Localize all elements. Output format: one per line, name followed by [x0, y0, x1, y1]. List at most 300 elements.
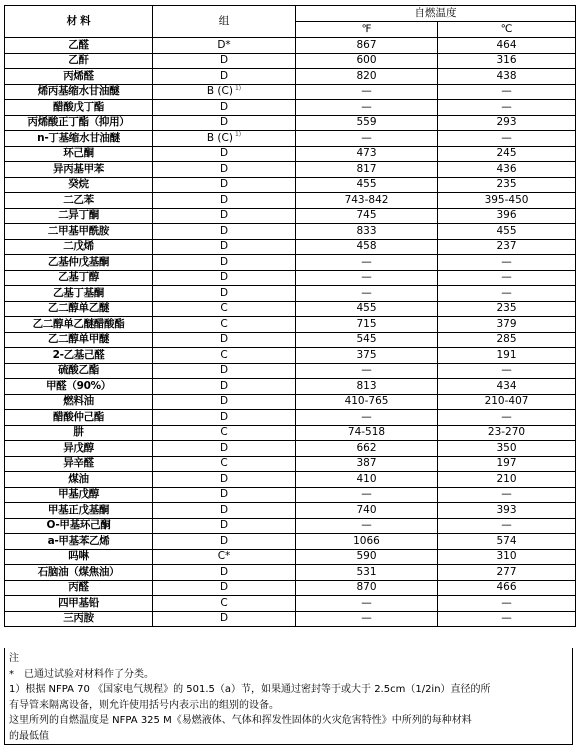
material-cell — [5, 363, 153, 379]
group-cell — [153, 456, 296, 472]
temp-c-cell — [438, 611, 576, 627]
temp-f-cell — [296, 456, 438, 472]
material-cell-text: 三丙胺 — [63, 612, 94, 625]
temp-c-cell — [438, 84, 576, 100]
temp-c-cell-text: 210 — [496, 472, 517, 485]
temp-c-cell-text: 396 — [496, 209, 517, 222]
temp-c-cell-text: — — [501, 364, 512, 377]
table-row — [5, 363, 576, 379]
temp-f-cell-text: 600 — [356, 54, 377, 67]
temp-c-cell-text: — — [501, 85, 512, 98]
temp-c-cell-text: 245 — [496, 147, 517, 160]
temp-f-cell-text: 833 — [356, 224, 377, 237]
material-cell-text: 丙醛 — [68, 581, 89, 594]
material-cell — [5, 549, 153, 565]
group-cell-text: D — [219, 472, 229, 485]
temp-c-cell-text: 293 — [496, 116, 517, 129]
temp-f-cell — [296, 270, 438, 286]
note-source-line-1: 这里所列的自燃温度是 NFPA 325 M《易燃液体、气体和挥发性固体的火灾危害特性》中所列的每种材料 — [9, 715, 472, 726]
table-row — [5, 456, 576, 472]
temp-c-cell — [438, 565, 576, 581]
temp-f-cell-text: — — [361, 85, 372, 98]
temp-c-cell — [438, 146, 576, 162]
temp-c-cell-text: 464 — [496, 38, 517, 51]
material-cell-text: 二甲基甲酰胺 — [47, 224, 110, 237]
table-row — [5, 84, 576, 100]
temp-c-cell — [438, 503, 576, 519]
temp-c-cell-text: 316 — [496, 54, 517, 67]
material-cell — [5, 332, 153, 348]
temp-f-cell — [296, 131, 438, 147]
material-cell — [5, 301, 153, 317]
table-row — [5, 239, 576, 255]
group-cell — [153, 270, 296, 286]
table-row — [5, 611, 576, 627]
material-cell — [5, 162, 153, 178]
temp-c-cell-text: — — [501, 410, 512, 423]
temp-c-cell-text: — — [501, 100, 512, 113]
header-unit-fahrenheit: ℉ — [296, 22, 438, 38]
temp-f-cell-text: — — [361, 519, 372, 532]
group-cell — [153, 286, 296, 302]
temp-c-cell — [438, 441, 576, 457]
material-cell — [5, 518, 153, 534]
temp-c-cell-text: 466 — [496, 581, 517, 594]
temp-c-cell-text: 191 — [496, 348, 517, 361]
material-cell-text: 甲基正戊基酮 — [47, 503, 110, 516]
temp-c-cell-text: — — [501, 255, 512, 268]
material-cell-text: 石脑油（煤焦油） — [37, 565, 120, 578]
temp-f-cell — [296, 69, 438, 85]
temp-c-cell — [438, 487, 576, 503]
material-cell — [5, 38, 153, 54]
group-cell-text: D — [219, 116, 229, 129]
material-cell-text: 乙醛 — [68, 38, 89, 51]
material-cell-text: n-丁基缩水甘油醚 — [37, 131, 120, 144]
group-cell — [153, 255, 296, 271]
material-cell — [5, 596, 153, 612]
temp-c-cell — [438, 456, 576, 472]
table-row — [5, 410, 576, 426]
table-row — [5, 487, 576, 503]
temp-f-cell-text: 473 — [356, 147, 377, 160]
material-cell — [5, 487, 153, 503]
temp-f-cell-text: 458 — [356, 240, 377, 253]
group-cell — [153, 193, 296, 209]
temp-f-cell-text: 820 — [356, 69, 377, 82]
temp-c-cell — [438, 534, 576, 550]
group-cell-text: D — [219, 209, 229, 222]
material-cell — [5, 348, 153, 364]
group-cell — [153, 239, 296, 255]
group-cell — [153, 472, 296, 488]
temp-f-cell-text: 870 — [356, 581, 377, 594]
temp-f-cell-text: 715 — [356, 317, 377, 330]
temp-f-cell — [296, 379, 438, 395]
table-body — [5, 6, 576, 627]
temp-f-cell — [296, 348, 438, 364]
material-cell-text: 异辛醛 — [63, 457, 94, 470]
material-cell — [5, 115, 153, 131]
table-row — [5, 146, 576, 162]
note-source-line-2: 的最低值 — [9, 730, 49, 742]
temp-c-cell-text: — — [501, 612, 512, 625]
temp-f-cell-text: 590 — [356, 550, 377, 563]
group-footnote-marker: 1) — [234, 131, 242, 139]
material-cell — [5, 394, 153, 410]
group-cell-text: C — [220, 302, 228, 315]
material-cell — [5, 503, 153, 519]
table-row — [5, 332, 576, 348]
temp-c-cell-text: — — [501, 596, 512, 609]
material-cell — [5, 84, 153, 100]
temp-f-cell — [296, 193, 438, 209]
temp-c-cell-text: 574 — [496, 534, 517, 547]
group-cell-text: D — [219, 147, 229, 160]
temp-c-cell — [438, 131, 576, 147]
material-cell-text: 乙基仲戊基酮 — [47, 255, 110, 268]
temp-c-cell-text: 235 — [496, 302, 517, 315]
temp-c-cell — [438, 100, 576, 116]
temp-f-cell-text: 817 — [356, 162, 377, 175]
material-cell — [5, 425, 153, 441]
temp-c-cell — [438, 410, 576, 426]
group-cell — [153, 100, 296, 116]
material-cell — [5, 100, 153, 116]
temp-c-cell — [438, 301, 576, 317]
material-cell-text: 吗啉 — [68, 550, 89, 563]
temp-c-cell-text: — — [501, 519, 512, 532]
material-cell-text: 乙基丁基酮 — [53, 286, 104, 299]
group-cell — [153, 596, 296, 612]
temp-f-cell-text: 559 — [356, 116, 377, 129]
temp-f-cell-text: — — [361, 100, 372, 113]
temp-c-cell — [438, 208, 576, 224]
material-cell-text: O-甲基环己酮 — [46, 519, 111, 532]
material-cell — [5, 410, 153, 426]
table-row — [5, 580, 576, 596]
notes-section — [4, 648, 573, 745]
temp-c-cell — [438, 518, 576, 534]
material-cell — [5, 270, 153, 286]
group-cell — [153, 549, 296, 565]
group-cell-text: D — [219, 364, 229, 377]
group-cell — [153, 53, 296, 69]
temp-c-cell — [438, 394, 576, 410]
temp-f-cell-text: 455 — [356, 302, 377, 315]
temp-f-cell — [296, 580, 438, 596]
material-cell-text: 二乙苯 — [63, 193, 94, 206]
group-cell — [153, 317, 296, 333]
table-row — [5, 177, 576, 193]
table-row — [5, 115, 576, 131]
temp-f-cell — [296, 317, 438, 333]
material-cell-text: 甲醛（90%） — [45, 379, 112, 392]
material-cell-text: 异丙基甲苯 — [53, 162, 104, 175]
temp-f-cell-text: 455 — [356, 178, 377, 191]
temp-c-cell — [438, 239, 576, 255]
group-cell — [153, 518, 296, 534]
temp-c-cell-text: 434 — [496, 379, 517, 392]
temp-c-cell — [438, 472, 576, 488]
material-cell-text: 乙二醇单甲醚 — [47, 333, 110, 346]
temp-c-cell — [438, 363, 576, 379]
group-cell-text: D — [219, 488, 229, 501]
group-cell-text: D — [219, 379, 229, 392]
material-cell-text: 甲基戊醇 — [58, 488, 99, 501]
temp-f-cell-text: 410 — [356, 472, 377, 485]
material-cell-text: 癸烷 — [68, 178, 89, 191]
group-cell — [153, 441, 296, 457]
group-cell-text: B (C) — [206, 85, 233, 98]
header-autoignition-temp: 自燃温度 — [296, 6, 576, 22]
group-cell — [153, 394, 296, 410]
temp-f-cell-text: 531 — [356, 565, 377, 578]
material-cell-text: 二戊烯 — [63, 240, 94, 253]
material-cell-text: 乙二醇单乙醚醋酸酯 — [32, 317, 125, 330]
temp-f-cell — [296, 177, 438, 193]
note-1-line-1: 1）根据 NFPA 70 《国家电气规程》的 501.5（a）节，如果通过密封等于或大于 2.5cm（1/2in）直径的所 — [9, 684, 491, 695]
group-cell-text: D — [219, 286, 229, 299]
temp-f-cell — [296, 518, 438, 534]
temp-f-cell — [296, 565, 438, 581]
material-cell-text: 燃料油 — [63, 395, 94, 408]
temp-c-cell — [438, 348, 576, 364]
temp-f-cell-text: — — [361, 488, 372, 501]
temp-f-cell-text: 740 — [356, 503, 377, 516]
group-cell-text: D — [219, 581, 229, 594]
temp-c-cell-text: 310 — [496, 550, 517, 563]
group-cell — [153, 115, 296, 131]
header-group: 组 — [153, 6, 296, 38]
group-cell-text: D — [219, 534, 229, 547]
table-row — [5, 53, 576, 69]
table-row — [5, 224, 576, 240]
temp-c-cell-text: 197 — [496, 457, 517, 470]
temp-c-cell — [438, 580, 576, 596]
material-cell — [5, 534, 153, 550]
temp-c-cell — [438, 115, 576, 131]
table-row — [5, 441, 576, 457]
group-cell — [153, 487, 296, 503]
material-cell — [5, 456, 153, 472]
group-cell-text: D — [219, 395, 229, 408]
group-footnote-marker: 1) — [234, 84, 242, 92]
table-row — [5, 286, 576, 302]
table-row — [5, 208, 576, 224]
group-cell — [153, 348, 296, 364]
temp-c-cell-text: 436 — [496, 162, 517, 175]
note-1-line-2: 有导管来隔离设备，则允许使用括号内表示出的组别的设备。 — [9, 699, 279, 711]
temp-c-cell — [438, 162, 576, 178]
group-cell — [153, 580, 296, 596]
table-row — [5, 379, 576, 395]
material-cell-text: a-甲基苯乙烯 — [47, 534, 110, 547]
temp-f-cell-text: — — [361, 286, 372, 299]
table-row — [5, 317, 576, 333]
group-cell-text: D — [219, 240, 229, 253]
temp-c-cell-text: 438 — [496, 69, 517, 82]
temp-c-cell — [438, 317, 576, 333]
material-cell-text: 二异丁酮 — [58, 209, 99, 222]
temp-f-cell — [296, 255, 438, 271]
temp-c-cell-text: 285 — [496, 333, 517, 346]
table-row — [5, 131, 576, 147]
material-cell — [5, 379, 153, 395]
group-cell-text: D — [219, 441, 229, 454]
group-cell-text: D — [219, 255, 229, 268]
temp-f-cell-text: 375 — [356, 348, 377, 361]
material-cell — [5, 286, 153, 302]
group-cell-text: D — [219, 224, 229, 237]
group-cell-text: C* — [217, 550, 231, 563]
temp-c-cell — [438, 286, 576, 302]
temp-f-cell-text: — — [361, 271, 372, 284]
temp-c-cell — [438, 38, 576, 54]
table-row — [5, 38, 576, 54]
group-cell-text: C — [220, 457, 228, 470]
group-cell — [153, 69, 296, 85]
temp-f-cell — [296, 301, 438, 317]
material-cell — [5, 224, 153, 240]
temp-f-cell — [296, 146, 438, 162]
temp-f-cell-text: 745 — [356, 209, 377, 222]
temp-f-cell — [296, 239, 438, 255]
temp-f-cell — [296, 224, 438, 240]
material-cell — [5, 177, 153, 193]
material-cell — [5, 146, 153, 162]
temp-f-cell — [296, 38, 438, 54]
group-cell — [153, 208, 296, 224]
material-cell-text: 环己酮 — [63, 147, 94, 160]
temp-c-cell-text: — — [501, 488, 512, 501]
material-cell-text: 烯丙基缩水甘油醚 — [37, 85, 120, 98]
group-cell — [153, 565, 296, 581]
material-cell — [5, 69, 153, 85]
group-cell-text: D — [219, 410, 229, 423]
group-cell-text: D* — [217, 38, 231, 51]
temp-c-cell — [438, 596, 576, 612]
group-cell — [153, 332, 296, 348]
temp-f-cell — [296, 286, 438, 302]
material-cell — [5, 611, 153, 627]
temp-f-cell-text: — — [361, 612, 372, 625]
group-cell — [153, 38, 296, 54]
temp-f-cell — [296, 162, 438, 178]
table-row — [5, 255, 576, 271]
table-row — [5, 518, 576, 534]
temp-f-cell — [296, 549, 438, 565]
material-cell — [5, 193, 153, 209]
temp-f-cell-text: 74-518 — [347, 426, 386, 439]
temp-c-cell-text: 395-450 — [484, 193, 529, 206]
temp-f-cell-text: — — [361, 364, 372, 377]
temp-f-cell — [296, 53, 438, 69]
temp-f-cell — [296, 208, 438, 224]
temp-f-cell-text: — — [361, 410, 372, 423]
material-cell — [5, 441, 153, 457]
group-cell — [153, 301, 296, 317]
table-row — [5, 534, 576, 550]
temp-c-cell — [438, 53, 576, 69]
group-cell-text: D — [219, 54, 229, 67]
temp-f-cell — [296, 332, 438, 348]
temp-f-cell-text: — — [361, 255, 372, 268]
temp-c-cell — [438, 332, 576, 348]
temp-f-cell — [296, 441, 438, 457]
material-cell-text: 丙烯酸正丁酯（抑用） — [27, 116, 130, 129]
temp-f-cell — [296, 487, 438, 503]
table-row — [5, 193, 576, 209]
table-row — [5, 270, 576, 286]
temp-c-cell — [438, 379, 576, 395]
group-cell-text: D — [219, 503, 229, 516]
group-cell-text: D — [219, 612, 229, 625]
temp-c-cell-text: 455 — [496, 224, 517, 237]
temp-f-cell-text: 743-842 — [344, 193, 389, 206]
material-cell-text: 丙烯醛 — [63, 69, 94, 82]
temp-f-cell-text: 813 — [356, 379, 377, 392]
group-cell — [153, 534, 296, 550]
temp-c-cell-text: 210-407 — [484, 395, 529, 408]
temp-c-cell — [438, 69, 576, 85]
table-row — [5, 549, 576, 565]
temp-c-cell-text: 237 — [496, 240, 517, 253]
temp-f-cell-text: — — [361, 131, 372, 144]
group-cell-text: C — [220, 348, 228, 361]
temp-c-cell — [438, 177, 576, 193]
material-cell — [5, 472, 153, 488]
group-cell — [153, 410, 296, 426]
table-row — [5, 596, 576, 612]
temp-f-cell-text: 1066 — [353, 534, 380, 547]
group-cell-text: C — [220, 426, 228, 439]
group-cell-text: D — [219, 519, 229, 532]
group-cell-text: D — [219, 69, 229, 82]
temp-c-cell — [438, 270, 576, 286]
material-cell — [5, 565, 153, 581]
header-material: 材 料 — [5, 6, 153, 38]
header-row — [5, 6, 576, 22]
group-cell — [153, 503, 296, 519]
temp-f-cell — [296, 611, 438, 627]
material-cell-text: 煤油 — [68, 472, 89, 485]
group-cell — [153, 146, 296, 162]
temp-c-cell-text: 277 — [496, 565, 517, 578]
material-cell — [5, 255, 153, 271]
temp-f-cell — [296, 534, 438, 550]
temp-f-cell-text: 545 — [356, 333, 377, 346]
temp-f-cell-text: 410-765 — [344, 395, 389, 408]
table-row — [5, 348, 576, 364]
material-cell — [5, 239, 153, 255]
table-row — [5, 472, 576, 488]
temp-f-cell — [296, 84, 438, 100]
note-asterisk: * 已通过试验对材料作了分类。 — [9, 668, 154, 680]
group-cell-text: D — [219, 178, 229, 191]
material-cell — [5, 317, 153, 333]
table-row — [5, 394, 576, 410]
group-cell — [153, 131, 296, 147]
material-cell-text: 乙基丁醇 — [58, 271, 99, 284]
material-cell-text: 乙二醇单乙醚 — [47, 302, 110, 315]
group-cell-text: B (C) — [206, 131, 233, 144]
temp-f-cell-text: 662 — [356, 441, 377, 454]
temp-f-cell — [296, 394, 438, 410]
material-cell — [5, 580, 153, 596]
material-cell-text: 2-乙基己醛 — [52, 348, 105, 361]
temp-c-cell-text: — — [501, 131, 512, 144]
